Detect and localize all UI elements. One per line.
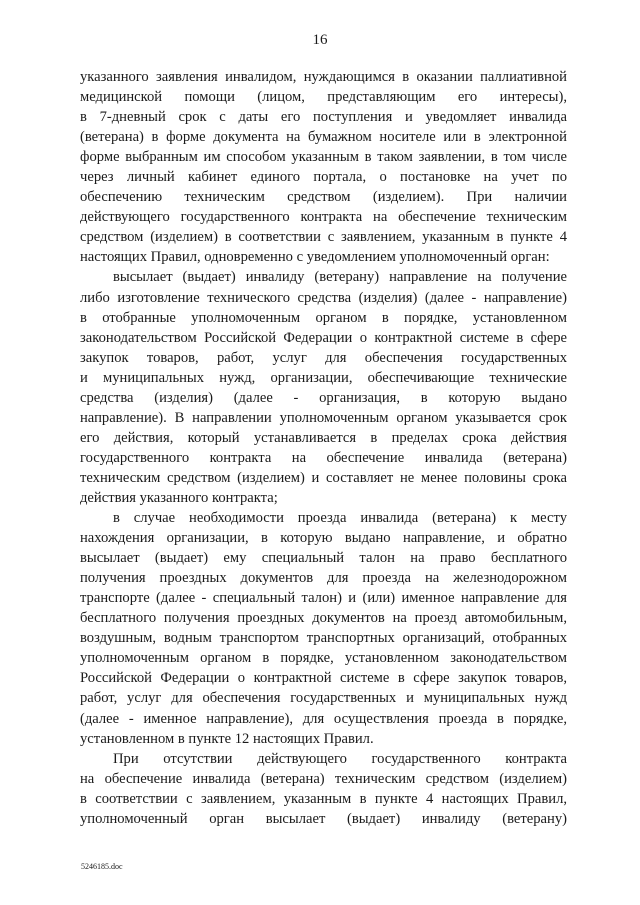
- text-line: (далее - именное направление), для осуществления проезда в порядке,: [80, 710, 567, 727]
- text-line: государственного контракта на обеспечение инвалида (ветерана): [80, 449, 567, 466]
- text-line: действующего государственного контракта на обеспечение техническим: [80, 209, 567, 226]
- body-text: [80, 67, 567, 829]
- text-line: уполномоченный орган высылает (выдает) инвалиду (ветерану): [80, 810, 567, 827]
- text-line: нахождения организации, в которую выдано направление, и обратно: [80, 530, 567, 547]
- text-line: воздушным, водным транспортом транспортных организаций, отобранных: [80, 630, 567, 647]
- text-line: через личный кабинет единого портала, о постановке на учет по: [80, 169, 567, 186]
- text-line: законодательством Российской Федерации о контрактной системе в сфере: [80, 329, 567, 346]
- text-line: медицинской помощи (лицом, представляющим его интересы),: [80, 89, 567, 106]
- text-line: настоящих Правил, одновременно с уведомлением уполномоченный орган:: [80, 249, 550, 266]
- text-line: закупок товаров, работ, услуг для обеспечения государственных: [80, 349, 567, 366]
- text-line: уполномоченным органом в порядке, установленном законодательством: [80, 650, 567, 667]
- text-line: (ветерана) в форме документа на бумажном носителе или в электронной: [80, 129, 567, 146]
- paragraph-first-line: высылает (выдает) инвалиду (ветерану) направление на получение: [113, 269, 567, 286]
- text-line: в соответствии с заявлением, указанным в пункте 4 настоящих Правил,: [80, 790, 567, 807]
- text-line: направление). В направлении уполномоченным органом указывается срок: [80, 409, 567, 426]
- text-line: в 7-дневный срок с даты его поступления и уведомляет инвалида: [80, 109, 567, 126]
- text-line: указанного заявления инвалидом, нуждающимся в оказании паллиативной: [80, 69, 567, 85]
- text-line: действия указанного контракта;: [80, 489, 278, 506]
- text-line: либо изготовление технического средства (изделия) (далее - направление): [80, 289, 567, 306]
- text-line: средством (изделием) в соответствии с заявлением, указанным в пункте 4: [80, 229, 567, 246]
- text-line: установленном в пункте 12 настоящих Правил.: [80, 730, 374, 747]
- paragraph-first-line: в случае необходимости проезда инвалида (ветерана) к месту: [113, 510, 567, 527]
- text-line: форме выбранным им способом указанным в таком заявлении, в том числе: [80, 149, 567, 166]
- text-line: его действия, который устанавливается в пределах срока действия: [80, 429, 567, 446]
- text-line: средства (изделия) (далее - организация, в которую выдано: [80, 389, 567, 406]
- text-line: работ, услуг для обеспечения государственных и муниципальных нужд: [80, 690, 567, 707]
- text-line: техническим средством (изделием) и составляет не менее половины срока: [80, 469, 567, 486]
- text-line: высылает (выдает) ему специальный талон на право бесплатного: [80, 550, 567, 567]
- text-line: на обеспечение инвалида (ветерана) техническим средством (изделием): [80, 770, 567, 787]
- text-line: в отобранные уполномоченным органом в порядке, установленном: [80, 309, 567, 326]
- document-filename: 5246185.doc: [81, 862, 123, 871]
- text-line: получения проездных документов для проезда на железнодорожном: [80, 570, 567, 587]
- page-number: 16: [312, 32, 328, 48]
- text-line: и муниципальных нужд, организации, обеспечивающие технические: [80, 369, 567, 386]
- text-line: обеспечению техническим средством (изделием). При наличии: [80, 189, 567, 206]
- paragraph-first-line: При отсутствии действующего государственного контракта: [113, 750, 567, 767]
- text-line: Российской Федерации о контрактной системе в сфере закупок товаров,: [80, 670, 567, 687]
- text-line: бесплатного получения проездных документов на проезд автомобильным,: [80, 610, 567, 627]
- text-line: транспорте (далее - специальный талон) и (или) именное направление для: [80, 590, 567, 607]
